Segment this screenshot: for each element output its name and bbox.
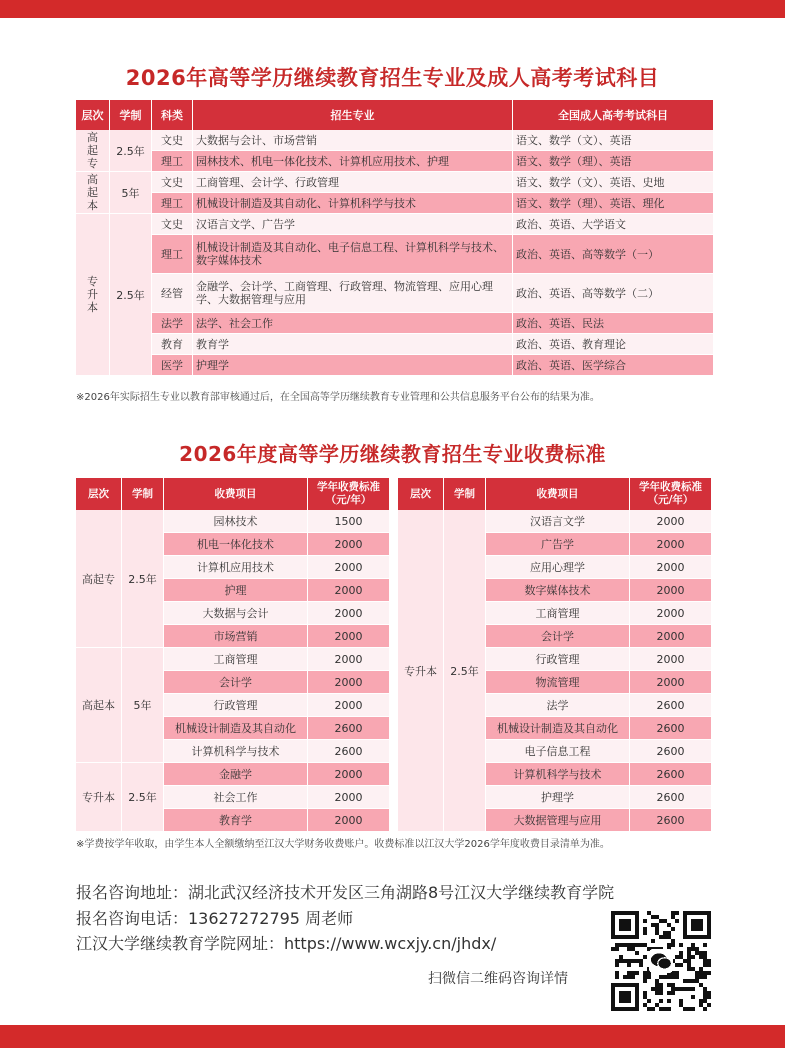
category-cell: 理工 (152, 193, 193, 214)
fee-item-cell: 物流管理 (486, 671, 630, 694)
header-years: 学制 (122, 478, 164, 510)
fee-item-cell: 机械设计制造及其自动化 (164, 717, 308, 740)
fee-value-cell: 2000 (308, 671, 390, 694)
major-cell: 园林技术、机电一体化技术、计算机应用技术、护理 (193, 151, 513, 172)
fee-note: ※学费按学年收取，由学生本人全额缴纳至江汉大学财务收费账户。收费标准以江汉大学2026学年度收费目录清单为准。 (76, 839, 610, 850)
exam-cell: 语文、数学（文）、英语 (513, 130, 714, 151)
table-row (76, 151, 714, 172)
fee-value-cell: 2000 (308, 786, 390, 809)
exam-cell: 政治、英语、医学综合 (513, 355, 714, 376)
fee-value-cell: 2000 (630, 579, 712, 602)
fee-item-cell: 金融学 (164, 763, 308, 786)
fee-value-cell: 2600 (630, 740, 712, 763)
fee-value-cell: 2000 (308, 809, 390, 832)
level-cell: 专升本 (398, 510, 444, 832)
fee-value-cell: 2000 (308, 602, 390, 625)
fee-value-cell: 2000 (308, 648, 390, 671)
category-cell: 经管 (152, 274, 193, 313)
fee-value-cell: 2600 (630, 694, 712, 717)
category-cell: 文史 (152, 130, 193, 151)
fee-item-cell: 数字媒体技术 (486, 579, 630, 602)
admission-note: ※2026年实际招生专业以教育部审核通过后，在全国高等学历继续教育专业管理和公共信息服务平台公布的结果为准。 (76, 392, 600, 403)
table-row (76, 235, 714, 274)
fee-item-cell: 计算机科学与技术 (486, 763, 630, 786)
fee-value-cell: 2600 (630, 717, 712, 740)
major-cell: 机械设计制造及其自动化、计算机科学与技术 (193, 193, 513, 214)
exam-cell: 语文、数学（文）、英语、史地 (513, 172, 714, 193)
fee-item-cell: 会计学 (486, 625, 630, 648)
fee-value-cell: 2000 (308, 625, 390, 648)
fee-item-cell: 社会工作 (164, 786, 308, 809)
years-cell: 5年 (122, 648, 164, 763)
contact-phone: 报名咨询电话：13627272795 周老师 (76, 909, 354, 928)
category-cell: 文史 (152, 214, 193, 235)
fee-table-left (76, 478, 390, 832)
category-cell: 文史 (152, 172, 193, 193)
table-row (76, 355, 714, 376)
fee-item-cell: 大数据管理与应用 (486, 809, 630, 832)
table-header-row (76, 100, 714, 130)
major-cell: 法学、社会工作 (193, 313, 513, 334)
header-level: 层次 (76, 478, 122, 510)
fee-item-cell: 法学 (486, 694, 630, 717)
header-category: 科类 (152, 100, 193, 130)
exam-cell: 政治、英语、高等数学（一） (513, 235, 714, 274)
header-major: 招生专业 (193, 100, 513, 130)
fee-value-cell: 2000 (630, 510, 712, 533)
wechat-qr-code (611, 911, 711, 1011)
exam-cell: 政治、英语、大学语文 (513, 214, 714, 235)
fee-table-right (398, 478, 712, 832)
years-cell: 2.5年 (444, 510, 486, 832)
fee-item-cell: 电子信息工程 (486, 740, 630, 763)
table-row (398, 510, 712, 533)
fee-item-cell: 工商管理 (486, 602, 630, 625)
exam-cell: 语文、数学（理）、英语 (513, 151, 714, 172)
fee-value-cell: 2000 (630, 671, 712, 694)
table-row (76, 648, 390, 671)
table-row (76, 130, 714, 151)
years-cell: 2.5年 (122, 510, 164, 648)
top-banner (0, 0, 785, 18)
fee-item-cell: 护理学 (486, 786, 630, 809)
level-cell: 高起专 (76, 130, 110, 172)
exam-cell: 政治、英语、高等数学（二） (513, 274, 714, 313)
admission-title: 2026年高等学历继续教育招生专业及成人高考考试科目 (125, 66, 660, 90)
fee-item-cell: 机械设计制造及其自动化 (486, 717, 630, 740)
fee-value-cell: 1500 (308, 510, 390, 533)
fee-item-cell: 教育学 (164, 809, 308, 832)
table-row (76, 510, 390, 533)
years-cell: 5年 (110, 172, 152, 214)
table-row (76, 193, 714, 214)
exam-cell: 政治、英语、民法 (513, 313, 714, 334)
contact-address: 报名咨询地址：湖北武汉经济技术开发区三角湖路8号江汉大学继续教育学院 (76, 883, 615, 902)
level-cell: 专升本 (76, 214, 110, 376)
fee-value-cell: 2000 (308, 556, 390, 579)
fee-value-cell: 2000 (630, 602, 712, 625)
fee-item-cell: 广告学 (486, 533, 630, 556)
fee-item-cell: 应用心理学 (486, 556, 630, 579)
fee-item-cell: 机电一体化技术 (164, 533, 308, 556)
fee-value-cell: 2000 (630, 625, 712, 648)
fee-item-cell: 行政管理 (164, 694, 308, 717)
fee-item-cell: 计算机科学与技术 (164, 740, 308, 763)
major-cell: 机械设计制造及其自动化、电子信息工程、计算机科学与技术、数字媒体技术 (193, 235, 513, 274)
majors-exam-table (76, 100, 714, 376)
major-cell: 大数据与会计、市场营销 (193, 130, 513, 151)
contact-website[interactable]: 江汉大学继续教育学院网址：https://www.wcxjy.cn/jhdx/ (76, 934, 497, 953)
bottom-banner (0, 1025, 785, 1048)
fee-value-cell: 2000 (630, 556, 712, 579)
fee-item-cell: 大数据与会计 (164, 602, 308, 625)
fee-value-cell: 2000 (308, 694, 390, 717)
header-level: 层次 (76, 100, 110, 130)
table-header-row (76, 478, 390, 510)
header-fee-standard: 学年收费标准（元/年） (308, 478, 390, 510)
major-cell: 工商管理、会计学、行政管理 (193, 172, 513, 193)
fee-value-cell: 2000 (308, 579, 390, 602)
table-row (76, 172, 714, 193)
category-cell: 医学 (152, 355, 193, 376)
table-header-row (398, 478, 712, 510)
fee-value-cell: 2000 (630, 533, 712, 556)
fee-value-cell: 2000 (308, 763, 390, 786)
fee-item-cell: 园林技术 (164, 510, 308, 533)
fee-value-cell: 2600 (630, 763, 712, 786)
table-row (76, 214, 714, 235)
header-years: 学制 (444, 478, 486, 510)
fee-item-cell: 计算机应用技术 (164, 556, 308, 579)
header-fee-item: 收费项目 (486, 478, 630, 510)
years-cell: 2.5年 (110, 130, 152, 172)
fee-item-cell: 会计学 (164, 671, 308, 694)
table-row (76, 313, 714, 334)
major-cell: 护理学 (193, 355, 513, 376)
fee-value-cell: 2600 (630, 786, 712, 809)
table-row (76, 763, 390, 786)
fee-value-cell: 2600 (308, 740, 390, 763)
major-cell: 汉语言文学、广告学 (193, 214, 513, 235)
level-cell: 高起专 (76, 510, 122, 648)
category-cell: 理工 (152, 151, 193, 172)
fee-item-cell: 护理 (164, 579, 308, 602)
level-cell: 专升本 (76, 763, 122, 832)
major-cell: 金融学、会计学、工商管理、行政管理、物流管理、应用心理学、大数据管理与应用 (193, 274, 513, 313)
header-level: 层次 (398, 478, 444, 510)
fee-value-cell: 2000 (308, 533, 390, 556)
exam-cell: 语文、数学（理）、英语、理化 (513, 193, 714, 214)
category-cell: 理工 (152, 235, 193, 274)
fee-value-cell: 2600 (630, 809, 712, 832)
fee-item-cell: 工商管理 (164, 648, 308, 671)
table-row (76, 334, 714, 355)
category-cell: 法学 (152, 313, 193, 334)
level-cell: 高起本 (76, 648, 122, 763)
header-years: 学制 (110, 100, 152, 130)
qr-caption: 扫微信二维码咨询详情 (428, 971, 568, 987)
header-fee-item: 收费项目 (164, 478, 308, 510)
header-exam: 全国成人高考考试科目 (513, 100, 714, 130)
table-row (76, 274, 714, 313)
level-cell: 高起本 (76, 172, 110, 214)
category-cell: 教育 (152, 334, 193, 355)
fee-item-cell: 市场营销 (164, 625, 308, 648)
exam-cell: 政治、英语、教育理论 (513, 334, 714, 355)
major-cell: 教育学 (193, 334, 513, 355)
fee-item-cell: 行政管理 (486, 648, 630, 671)
years-cell: 2.5年 (110, 214, 152, 376)
fee-title: 2026年度高等学历继续教育招生专业收费标准 (179, 442, 606, 466)
fee-value-cell: 2600 (308, 717, 390, 740)
header-fee-standard: 学年收费标准（元/年） (630, 478, 712, 510)
years-cell: 2.5年 (122, 763, 164, 832)
fee-item-cell: 汉语言文学 (486, 510, 630, 533)
fee-value-cell: 2000 (630, 648, 712, 671)
